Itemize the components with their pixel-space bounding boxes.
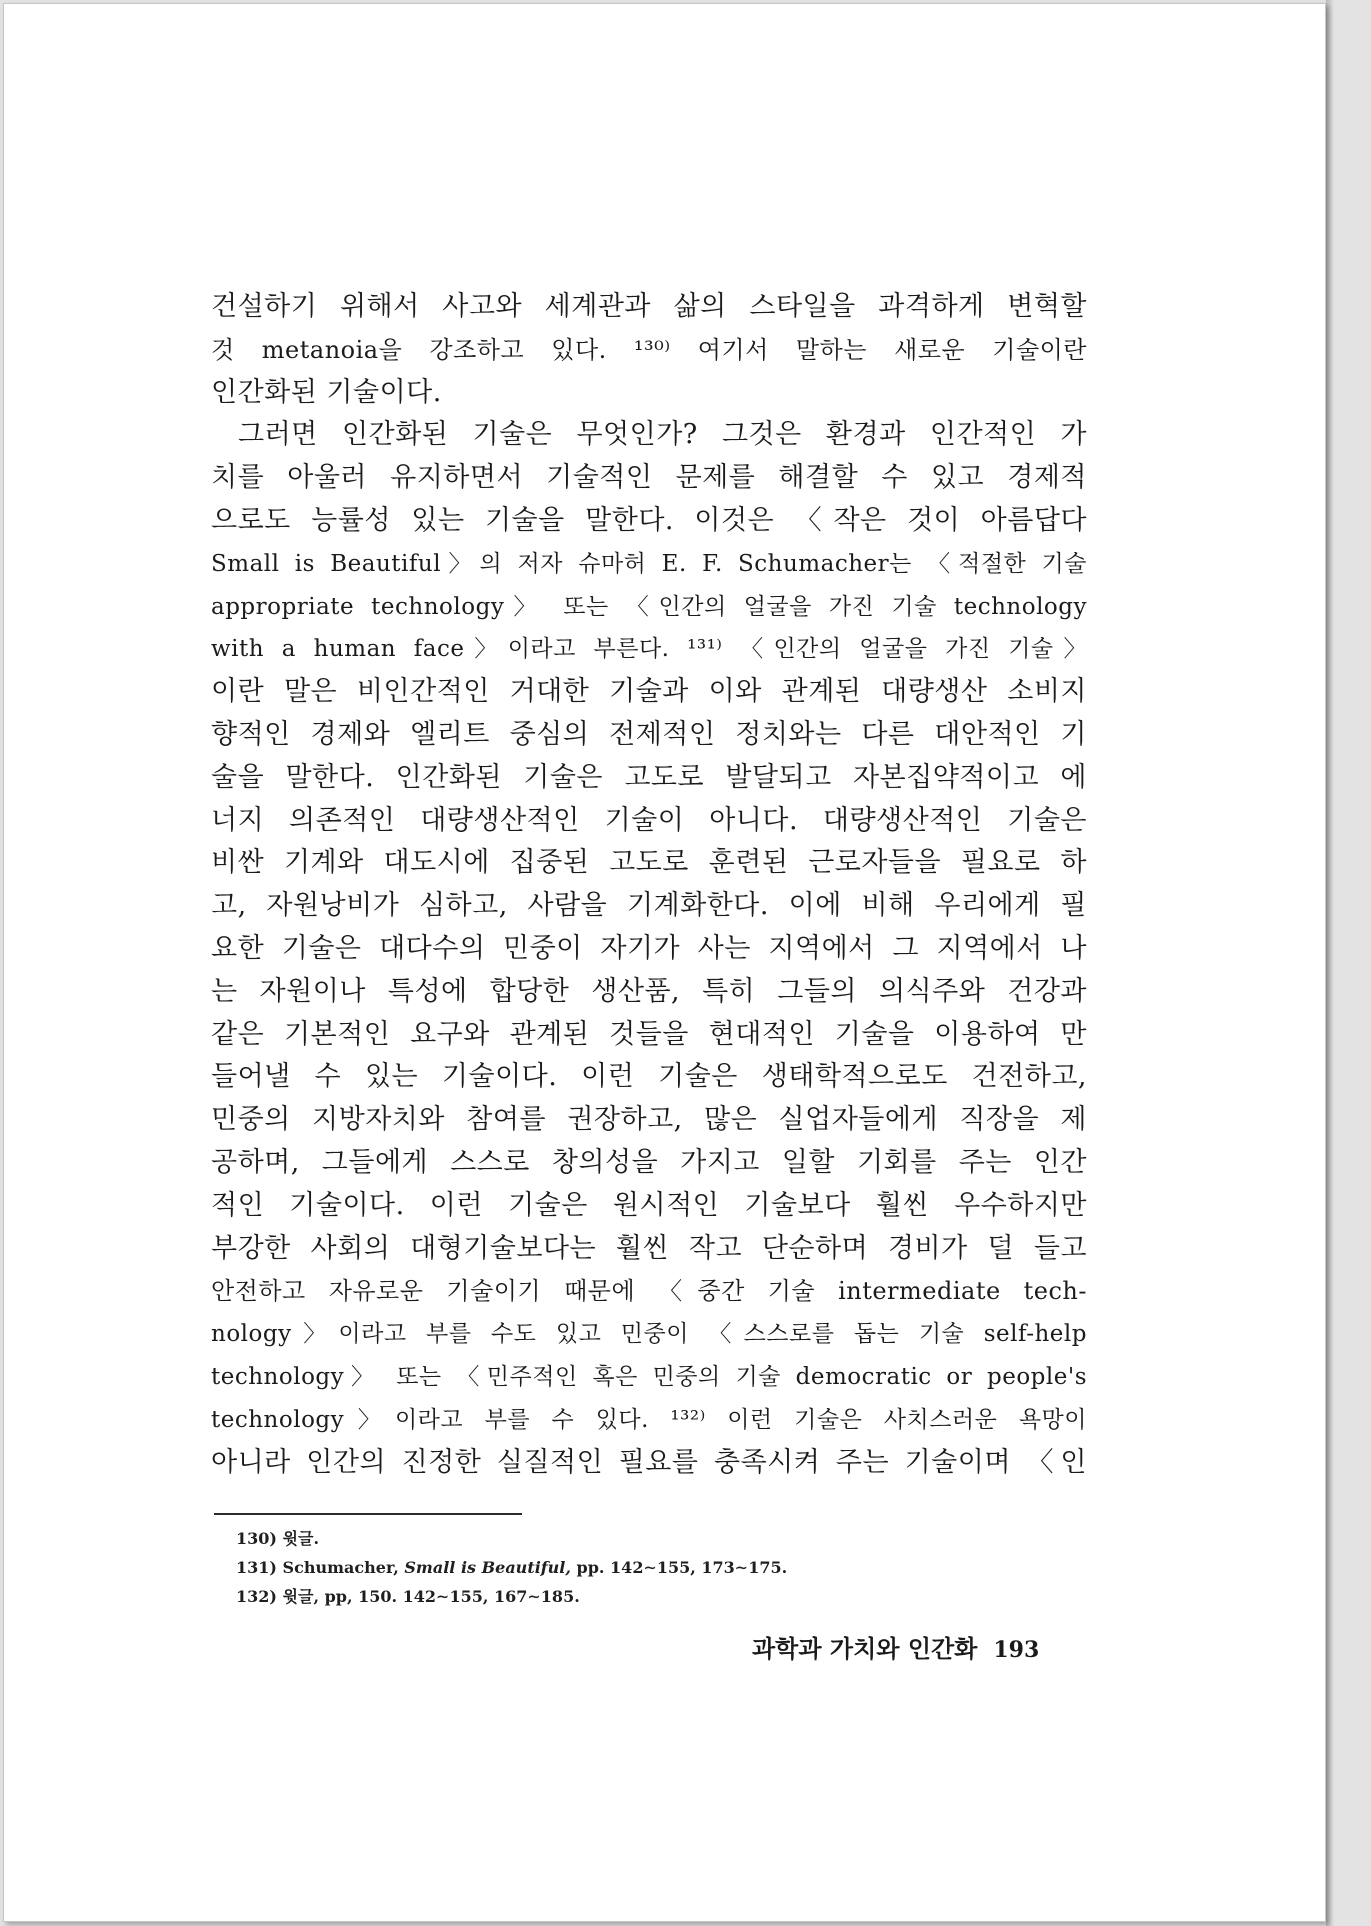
- footnote-text: 윗글, pp, 150. 142∼155, 167∼185.: [282, 1587, 580, 1606]
- text-line: 술을 말한다. 인간화된 기술은 고도로 발달되고 자본집약적이고 에: [211, 761, 1087, 793]
- running-footer: [752, 1632, 1072, 1666]
- text-line: 아니라 인간의 진정한 실질적인 필요를 충족시켜 주는 기술이며 〈인: [211, 1446, 1087, 1478]
- footnote-130: [236, 1524, 787, 1553]
- text-line: 민중의 지방자치와 참여를 권장하고, 많은 실업자들에게 직장을 제: [211, 1104, 1087, 1136]
- text-line: with a human face〉이라고 부른다. ¹³¹⁾ 〈인간의 얼굴을 가진 기술〉: [211, 636, 1087, 663]
- footnote-label: 131): [236, 1558, 277, 1577]
- text-line: appropriate technology〉 또는 〈인간의 얼굴을 가진 기술 technology: [211, 593, 1087, 620]
- text-line: 이란 말은 비인간적인 거대한 기술과 이와 관계된 대량생산 소비지: [211, 676, 1087, 708]
- text-line: 같은 기본적인 요구와 관계된 것들을 현대적인 기술을 이용하여 만: [211, 1018, 1087, 1050]
- text-line: Small is Beautiful〉의 저자 슈마허 E. F. Schumacher는 〈적절한 기술: [211, 550, 1087, 577]
- page-number: 193: [993, 1637, 1040, 1663]
- footnote-pages: pp. 142∼155, 173∼175.: [576, 1558, 788, 1577]
- text-line: 것 metanoia을 강조하고 있다. ¹³⁰⁾ 여기서 말하는 새로운 기술이란: [211, 335, 1087, 364]
- text-line: 부강한 사회의 대형기술보다는 훨씬 작고 단순하며 경비가 덜 들고: [211, 1232, 1087, 1264]
- text-line: 으로도 능률성 있는 기술을 말한다. 이것은 〈작은 것이 아름답다: [211, 504, 1087, 536]
- footnote-132: [236, 1582, 787, 1611]
- running-title: 과학과 가치와 인간화: [752, 1634, 978, 1663]
- text-line: nology〉이라고 부를 수도 있고 민중이 〈스스로를 돕는 기술 self-help: [211, 1321, 1087, 1348]
- footnotes: [236, 1524, 787, 1611]
- text-line: 안전하고 자유로운 기술이기 때문에 〈중간 기술 intermediate tech-: [211, 1277, 1087, 1306]
- footnote-text: 윗글.: [282, 1529, 320, 1548]
- footnote-label: 132): [236, 1587, 277, 1606]
- text-line: 치를 아울러 유지하면서 기술적인 문제를 해결할 수 있고 경제적: [211, 462, 1087, 494]
- text-line: 는 자원이나 특성에 합당한 생산품, 특히 그들의 의식주와 건강과: [211, 975, 1087, 1007]
- footnote-label: 130): [236, 1529, 277, 1548]
- text-line: 그러면 인간화된 기술은 무엇인가? 그것은 환경과 인간적인 가: [238, 419, 1087, 451]
- text-line: technology〉 또는 〈민주적인 혹은 민중의 기술 democratic or people's: [211, 1363, 1087, 1390]
- text-line: 인간화된 기술이다.: [211, 376, 442, 408]
- text-line: 향적인 경제와 엘리트 중심의 전제적인 정치와는 다른 대안적인 기: [211, 718, 1087, 750]
- text-line: 공하며, 그들에게 스스로 창의성을 가지고 일할 기회를 주는 인간: [211, 1146, 1087, 1178]
- footnote-author: Schumacher,: [282, 1558, 399, 1577]
- main-paragraph: [211, 286, 1087, 1484]
- text-line: 요한 기술은 대다수의 민중이 자기가 사는 지역에서 그 지역에서 나: [211, 932, 1087, 964]
- text-line: 적인 기술이다. 이런 기술은 원시적인 기술보다 훨씬 우수하지만: [211, 1189, 1087, 1221]
- footnote-book-title: Small is Beautiful,: [404, 1558, 571, 1577]
- text-line: 비싼 기계와 대도시에 집중된 고도로 훈련된 근로자들을 필요로 하: [211, 847, 1087, 879]
- viewer-edge-shadow: [1326, 0, 1334, 1926]
- text-line: 들어낼 수 있는 기술이다. 이런 기술은 생태학적으로도 건전하고,: [211, 1061, 1087, 1093]
- footnote-separator: [214, 1513, 522, 1515]
- text-line: 건설하기 위해서 사고와 세계관과 삶의 스타일을 과격하게 변혁할: [211, 291, 1087, 322]
- text-line: 너지 의존적인 대량생산적인 기술이 아니다. 대량생산적인 기술은: [211, 804, 1087, 836]
- footnote-131: [236, 1553, 787, 1582]
- text-line: 고, 자원낭비가 심하고, 사람을 기계화한다. 이에 비해 우리에게 필: [211, 890, 1087, 922]
- text-line: technology〉이라고 부를 수 있다. ¹³²⁾ 이런 기술은 사치스러운 욕망이: [211, 1406, 1087, 1433]
